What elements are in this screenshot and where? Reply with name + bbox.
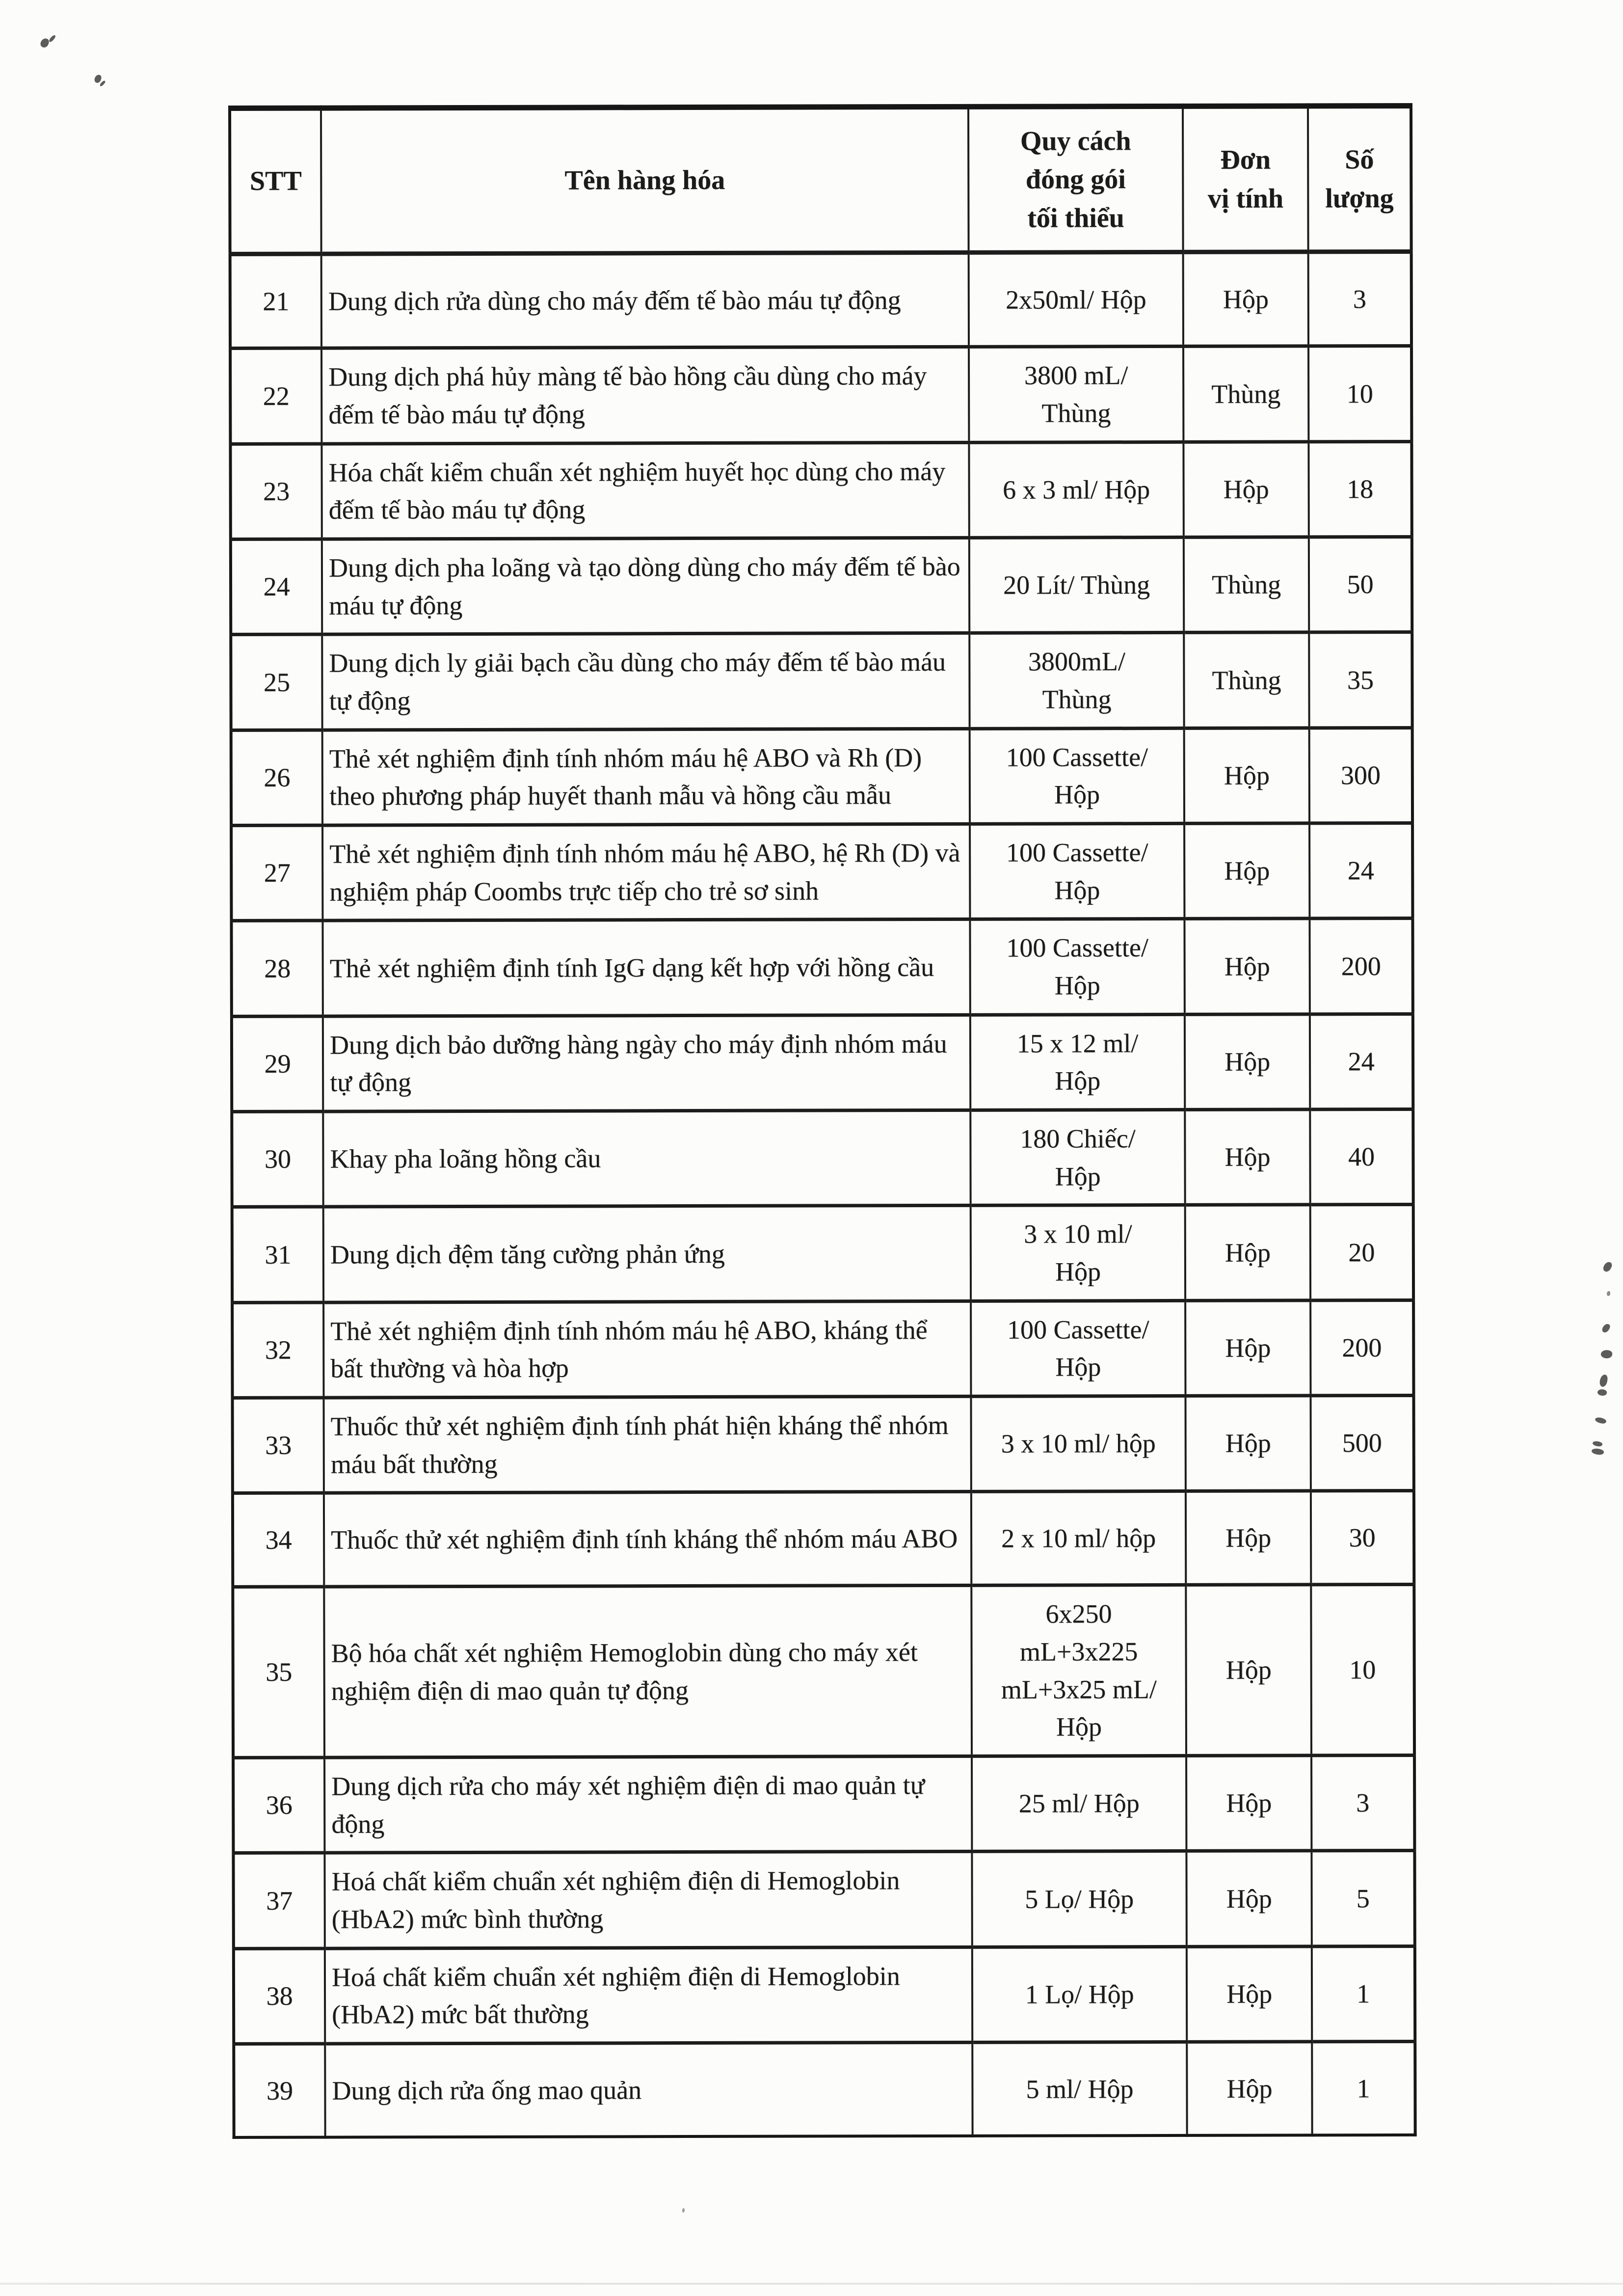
cell-name: Thuốc thử xét nghiệm định tính phát hiện kháng thể nhóm máu bất thường: [324, 1396, 971, 1493]
table-row: [233, 1491, 1414, 1587]
cell-unit: Hộp: [1185, 1014, 1310, 1109]
cell-unit: Hộp: [1186, 1585, 1311, 1756]
cell-name: Thẻ xét nghiệm định tính nhóm máu hệ ABO, kháng thể bất thường và hòa hợp: [323, 1301, 971, 1398]
cell-spec: 100 Cassette/ Hộp: [970, 823, 1184, 919]
cell-stt: 32: [232, 1302, 323, 1398]
cell-spec: 1 Lọ/ Hộp: [972, 1946, 1187, 2042]
cell-name: Dung dịch rửa ống mao quản: [325, 2042, 972, 2137]
ink-speck: [682, 2208, 685, 2213]
table-row: [233, 1585, 1414, 1758]
cell-name: Thuốc thử xét nghiệm định tính kháng thể nhóm máu ABO: [324, 1492, 971, 1587]
header-spec: Quy cách đóng gói tối thiểu: [968, 106, 1183, 252]
ink-speck: [1595, 1416, 1607, 1425]
cell-name: Dung dịch bảo dưỡng hàng ngày cho máy định nhóm máu tự động: [323, 1015, 970, 1111]
table-row: [233, 1395, 1414, 1493]
cell-stt: 25: [231, 634, 322, 730]
table-row: [232, 1205, 1413, 1302]
cell-name: Dung dịch rửa cho máy xét nghiệm điện di mao quản tự động: [324, 1756, 972, 1853]
table-row: [231, 918, 1412, 1016]
cell-name: Thẻ xét nghiệm định tính nhóm máu hệ ABO và Rh (D) theo phương pháp huyết thanh mẫu và hồng cầu mẫu: [322, 729, 970, 825]
cell-unit: Hộp: [1183, 441, 1308, 537]
cell-spec: 5 Lọ/ Hộp: [972, 1851, 1186, 1947]
cell-stt: 26: [231, 730, 322, 826]
ink-speck: [1599, 1374, 1608, 1387]
cell-name: Dung dịch pha loãng và tạo dòng dùng cho máy đếm tế bào máu tự động: [322, 538, 969, 634]
cell-name: Hoá chất kiểm chuẩn xét nghiệm điện di Hemoglobin (HbA2) mức bình thường: [324, 1852, 972, 1948]
table-row: [231, 728, 1412, 825]
cell-spec: 3800 mL/ Thùng: [969, 347, 1183, 442]
cell-spec: 100 Cassette/ Hộp: [970, 919, 1184, 1015]
cell-spec: 6 x 3 ml/ Hộp: [969, 442, 1183, 538]
ink-speck: [39, 37, 50, 49]
cell-qty: 500: [1311, 1395, 1414, 1491]
ink-speck: [49, 34, 56, 43]
cell-unit: Hộp: [1185, 1300, 1310, 1396]
cell-qty: 1: [1312, 2041, 1415, 2135]
cell-unit: Hộp: [1184, 823, 1309, 919]
cell-unit: Thùng: [1184, 537, 1309, 633]
cell-stt: 31: [232, 1207, 323, 1302]
cell-qty: 30: [1311, 1491, 1414, 1585]
cell-spec: 100 Cassette/ Hộp: [970, 728, 1184, 824]
cell-spec: 2x50ml/ Hộp: [969, 252, 1183, 347]
cell-name: Dung dịch rửa dùng cho máy đếm tế bào máu tự động: [321, 253, 969, 349]
ink-speck: [1600, 1349, 1613, 1359]
table-row: [232, 1300, 1413, 1398]
cell-spec: 6x250 mL+3x225 mL+3x25 mL/ Hộp: [971, 1585, 1186, 1756]
cell-qty: 200: [1309, 918, 1412, 1014]
supply-table: [228, 103, 1417, 2139]
header-unit: Đơn vị tính: [1183, 106, 1308, 252]
ink-speck: [1591, 1448, 1604, 1456]
cell-qty: 18: [1308, 441, 1411, 537]
cell-name: Thẻ xét nghiệm định tính IgG dạng kết hợp với hồng cầu: [322, 919, 970, 1016]
ink-speck: [1597, 1388, 1607, 1397]
table-row: [231, 537, 1412, 634]
cell-spec: 20 Lít/ Thùng: [969, 537, 1184, 633]
table-row: [234, 1946, 1415, 2044]
cell-qty: 5: [1311, 1851, 1414, 1946]
header-stt: STT: [230, 108, 321, 254]
cell-stt: 36: [233, 1757, 324, 1853]
cell-qty: 35: [1309, 632, 1412, 728]
table-row: [232, 1014, 1413, 1111]
ink-speck: [1602, 1261, 1613, 1273]
table-body: [230, 252, 1415, 2137]
table-row: [231, 823, 1412, 920]
cell-unit: Thùng: [1183, 346, 1308, 442]
cell-stt: 24: [231, 539, 322, 635]
cell-stt: 27: [231, 825, 322, 921]
cell-stt: 37: [233, 1853, 324, 1948]
table-row: [233, 1851, 1414, 1948]
cell-unit: Hộp: [1187, 1946, 1312, 2042]
cell-spec: 3800mL/ Thùng: [969, 633, 1184, 729]
cell-qty: 24: [1309, 823, 1412, 918]
cell-qty: 40: [1310, 1109, 1413, 1205]
cell-spec: 15 x 12 ml/ Hộp: [970, 1014, 1185, 1110]
cell-spec: 180 Chiếc/ Hộp: [970, 1109, 1185, 1205]
cell-unit: Hộp: [1186, 1491, 1311, 1585]
cell-stt: 38: [234, 1948, 325, 2044]
cell-name: Dung dịch phá hủy màng tế bào hồng cầu dùng cho máy đếm tế bào máu tự động: [321, 347, 969, 444]
cell-stt: 39: [234, 2044, 325, 2137]
cell-stt: 33: [233, 1398, 324, 1493]
header-qty: Số lượng: [1308, 106, 1411, 252]
cell-qty: 300: [1309, 728, 1412, 823]
cell-stt: 34: [233, 1493, 324, 1587]
cell-name: Hoá chất kiểm chuẩn xét nghiệm điện di Hemoglobin (HbA2) mức bất thường: [325, 1947, 972, 2044]
cell-name: Khay pha loãng hồng cầu: [323, 1110, 970, 1207]
cell-qty: 1: [1312, 1946, 1415, 2042]
header-name: Tên hàng hóa: [321, 107, 969, 254]
cell-name: Dung dịch ly giải bạch cầu dùng cho máy đếm tế bào máu tự động: [322, 633, 969, 730]
cell-stt: 29: [232, 1016, 323, 1112]
table-row: [234, 2041, 1415, 2137]
cell-spec: 25 ml/ Hộp: [972, 1756, 1186, 1851]
cell-spec: 5 ml/ Hộp: [972, 2042, 1187, 2135]
table-row: [230, 252, 1411, 349]
table-row: [233, 1755, 1414, 1853]
table-row: [230, 346, 1411, 444]
cell-name: Thẻ xét nghiệm định tính nhóm máu hệ ABO, hệ Rh (D) và nghiệm pháp Coombs trực tiếp cho trẻ sơ sinh: [322, 824, 970, 920]
cell-spec: 3 x 10 ml/ Hộp: [971, 1205, 1185, 1301]
cell-spec: 100 Cassette/ Hộp: [971, 1300, 1185, 1396]
cell-unit: Hộp: [1184, 728, 1309, 823]
cell-unit: Hộp: [1186, 1851, 1311, 1946]
cell-qty: 10: [1311, 1585, 1414, 1756]
ink-speck: [1592, 1440, 1603, 1448]
ink-speck: [1607, 1291, 1610, 1296]
cell-qty: 10: [1308, 346, 1411, 442]
cell-name: Dung dịch đệm tăng cường phản ứng: [323, 1206, 971, 1302]
cell-qty: 200: [1310, 1300, 1413, 1396]
cell-name: Hóa chất kiểm chuẩn xét nghiệm huyết học dùng cho máy đếm tế bào máu tự động: [321, 442, 969, 539]
header-row: [230, 106, 1411, 254]
table-row: [231, 632, 1412, 730]
cell-unit: Hộp: [1186, 1756, 1311, 1851]
cell-qty: 3: [1311, 1755, 1414, 1851]
cell-stt: 21: [230, 254, 321, 348]
table-row: [230, 441, 1411, 539]
cell-spec: 3 x 10 ml/ hộp: [971, 1396, 1186, 1491]
cell-spec: 2 x 10 ml/ hộp: [971, 1491, 1186, 1586]
cell-unit: Hộp: [1184, 918, 1309, 1014]
cell-name: Bộ hóa chất xét nghiệm Hemoglobin dùng cho máy xét nghiệm điện di mao quản tự động: [324, 1586, 972, 1757]
cell-stt: 23: [230, 444, 321, 540]
cell-qty: 50: [1309, 537, 1412, 632]
cell-stt: 22: [230, 348, 321, 444]
cell-unit: Hộp: [1185, 1109, 1310, 1205]
table-header: [230, 106, 1411, 254]
scan-artifact-line: [0, 2283, 1623, 2285]
cell-unit: Hộp: [1185, 1205, 1310, 1300]
cell-unit: Thùng: [1184, 632, 1309, 728]
ink-speck: [1601, 1323, 1611, 1334]
cell-unit: Hộp: [1183, 252, 1308, 347]
cell-qty: 24: [1310, 1014, 1413, 1109]
table-row: [232, 1109, 1413, 1207]
cell-stt: 35: [233, 1587, 324, 1757]
cell-qty: 3: [1308, 252, 1411, 346]
cell-stt: 28: [231, 920, 322, 1016]
cell-qty: 20: [1310, 1205, 1413, 1300]
cell-unit: Hộp: [1187, 2042, 1312, 2135]
cell-stt: 30: [232, 1111, 323, 1207]
cell-unit: Hộp: [1186, 1396, 1311, 1491]
